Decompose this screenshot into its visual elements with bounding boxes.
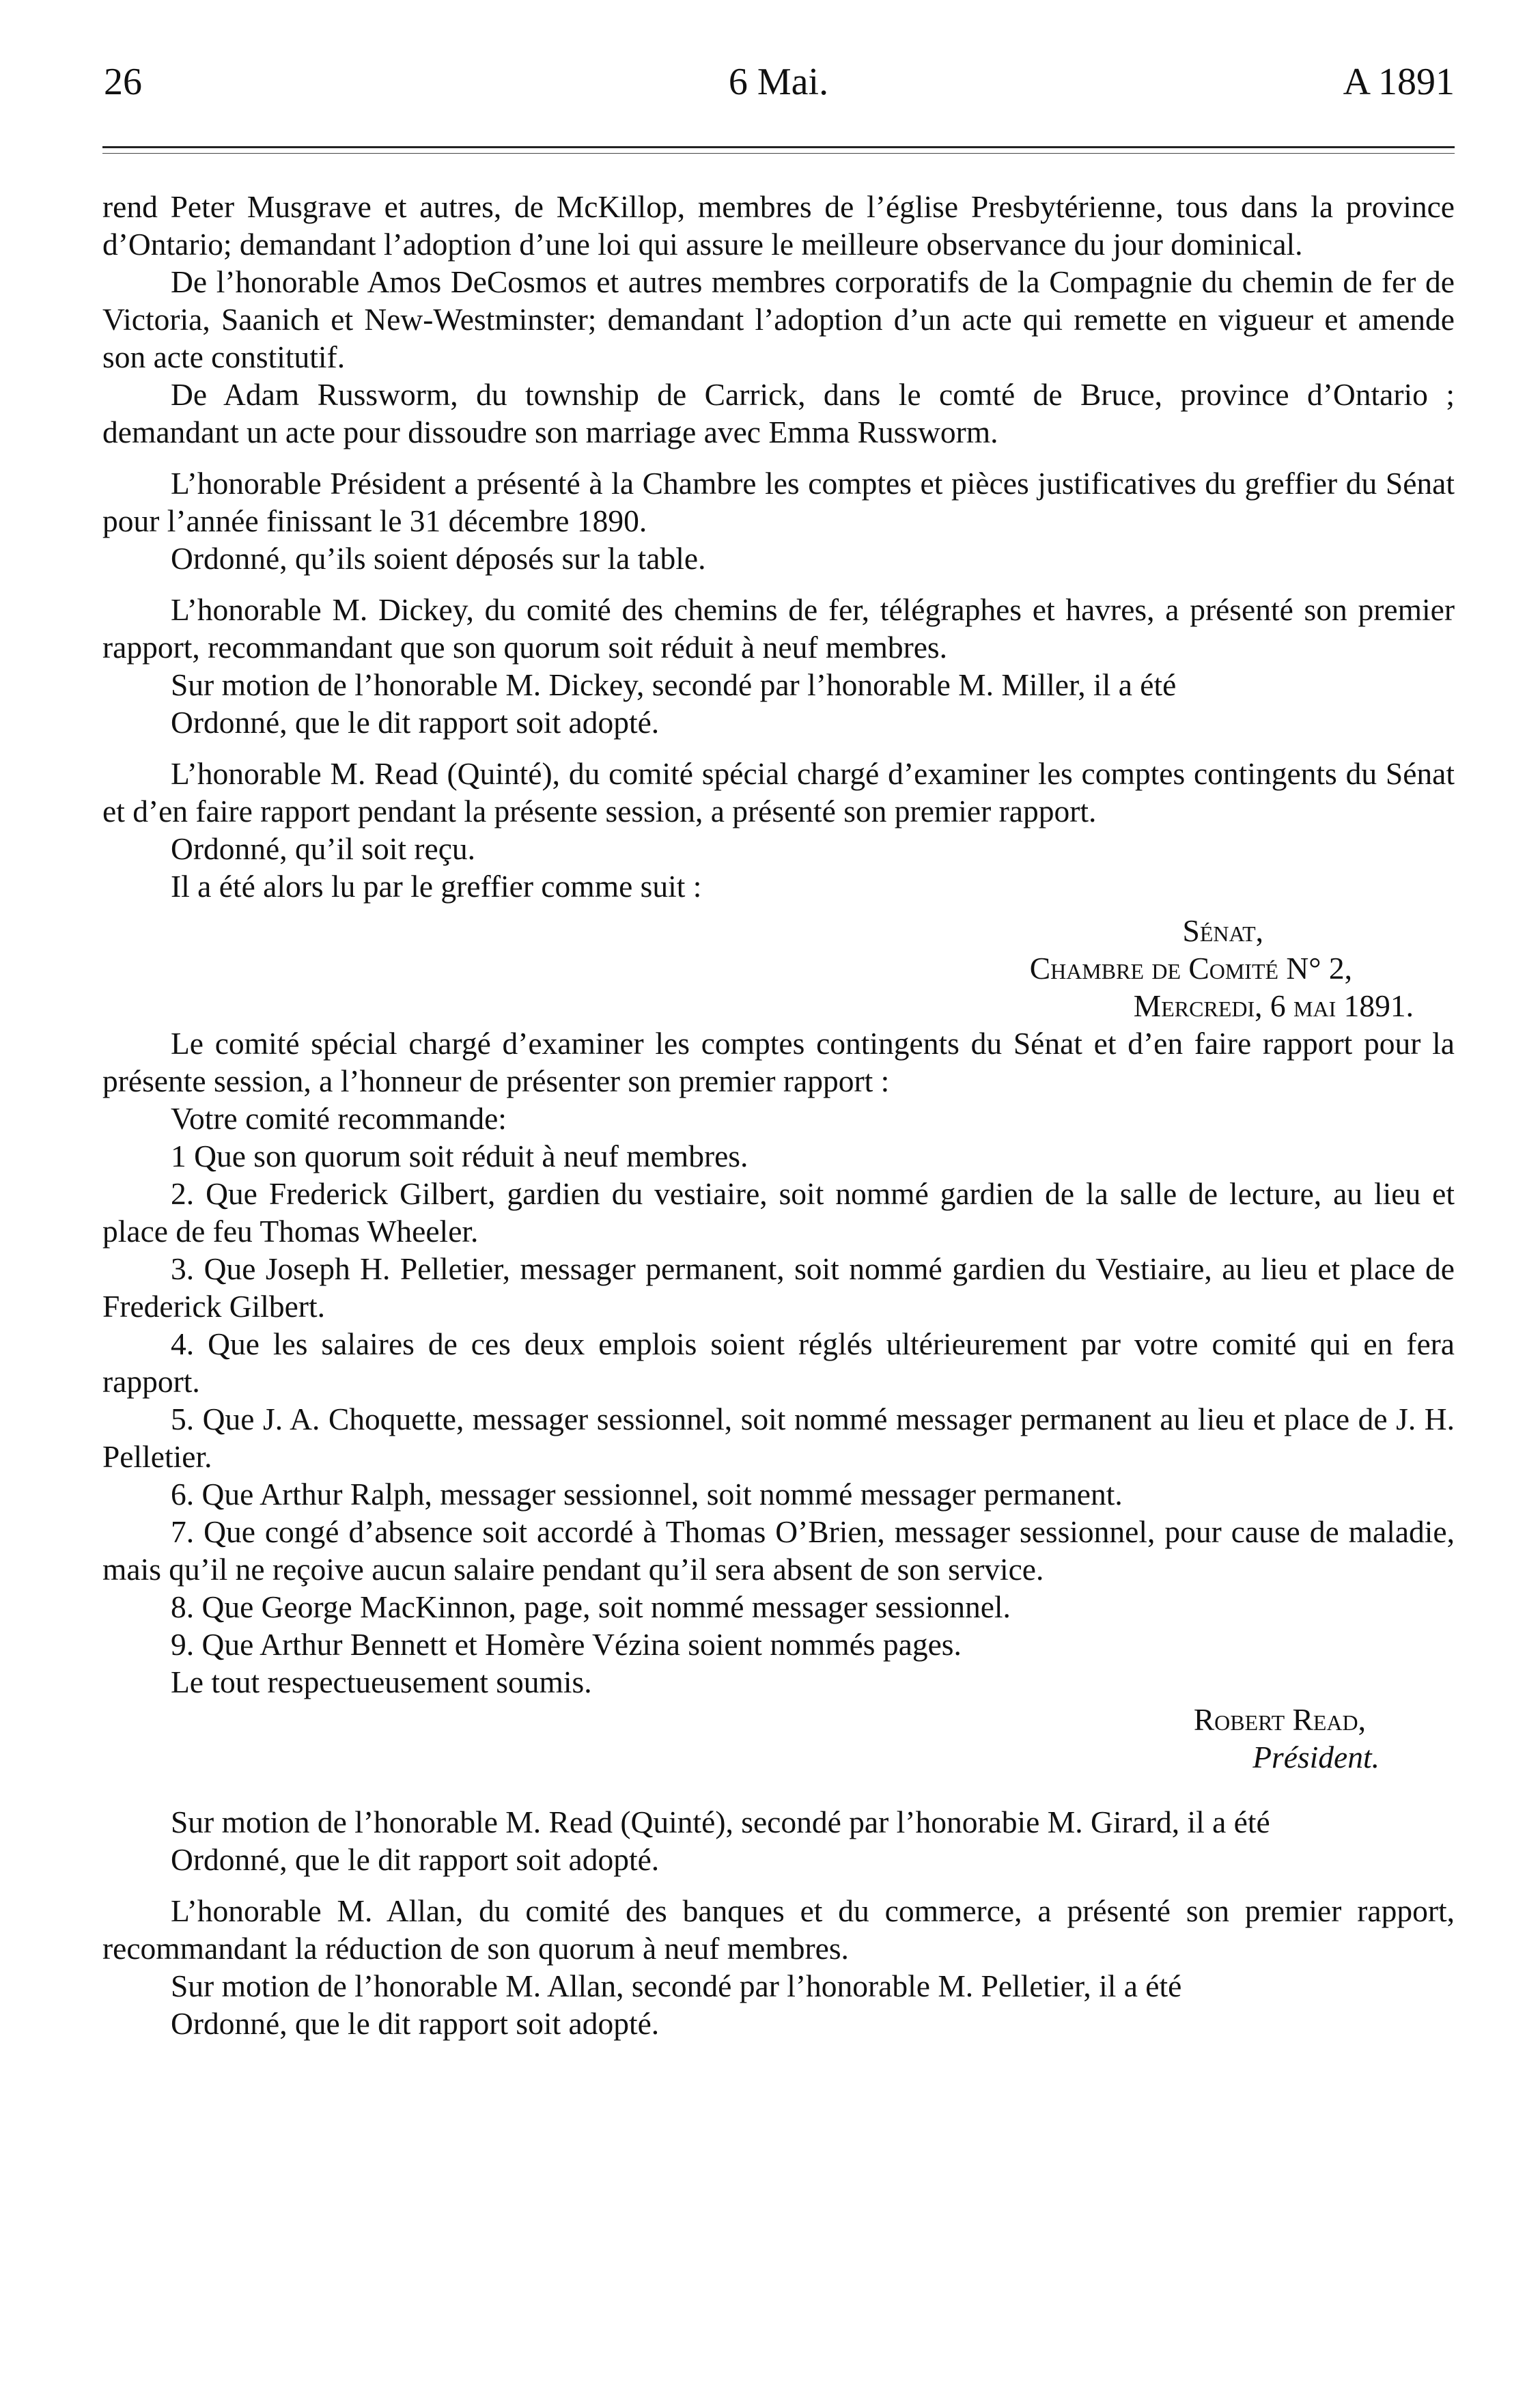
- signature-title: Président.: [1252, 1740, 1380, 1774]
- paragraph: Votre comité recommande:: [171, 1101, 507, 1136]
- list-item: 5. Que J. A. Choquette, messager sessionnel, soit nommé messager permanent au lieu et place de J. H. Pelletier.: [102, 1402, 1455, 1474]
- report-header-room: Chambre de Comité N° 2,: [1029, 951, 1352, 986]
- report-header-date: Mercredi, 6 mai 1891.: [1133, 988, 1414, 1023]
- paragraph: L’honorable Président a présenté à la Chambre les comptes et pièces justificatives du greffier du Sénat pour l’année finissant le 31 décembre 1890.: [102, 466, 1455, 538]
- header-rule: [102, 146, 1455, 148]
- paragraph: Il a été alors lu par le greffier comme suit :: [171, 869, 702, 904]
- list-item: 1 Que son quorum soit réduit à neuf membres.: [171, 1139, 748, 1173]
- paragraph: L’honorable M. Allan, du comité des banques et du commerce, a présenté son premier rapport, recommandant la réduction de son quorum à neuf membres.: [102, 1893, 1455, 1966]
- paragraph: Ordonné, que le dit rapport soit adopté.: [171, 1842, 660, 1877]
- paragraph: rend Peter Musgrave et autres, de McKillop, membres de l’église Presbytérienne, tous dans la province d’Ontario; demandant l’adoption d’une loi qui assure le meilleure observance du jour dominical.: [102, 189, 1455, 262]
- page-header: [102, 60, 1455, 115]
- list-item: 3. Que Joseph H. Pelletier, messager permanent, soit nommé gardien du Vestiaire, au lieu et place de Frederick Gilbert.: [102, 1251, 1455, 1324]
- report-header-senat: Sénat,: [1182, 913, 1263, 948]
- paragraph: L’honorable M. Read (Quinté), du comité spécial chargé d’examiner les comptes contingents du Sénat et d’en faire rapport pendant la présente session, a présenté son premier rapport.: [102, 756, 1455, 829]
- paragraph: Le tout respectueusement soumis.: [171, 1665, 592, 1699]
- paragraph: Ordonné, que le dit rapport soit adopté.: [171, 705, 660, 740]
- paragraph: De l’honorable Amos DeCosmos et autres membres corporatifs de la Compagnie du chemin de fer de Victoria, Saanich et New-Westminster; demandant l’adoption d’un acte qui remette en vigueur et amende son acte constitutif.: [102, 264, 1455, 374]
- list-item: 7. Que congé d’absence soit accordé à Thomas O’Brien, messager sessionnel, pour cause de maladie, mais qu’il ne reçoive aucun salaire pendant qu’il sera absent de son service.: [102, 1514, 1455, 1587]
- page-number: 26: [104, 61, 142, 103]
- recommendation-list: [102, 1137, 1455, 1663]
- paragraph: Le comité spécial chargé d’examiner les comptes contingents du Sénat et d’en faire rapport pour la présente session, a l’honneur de présenter son premier rapport :: [102, 1026, 1455, 1098]
- list-item: 9. Que Arthur Bennett et Homère Vézina soient nommés pages.: [171, 1627, 962, 1662]
- header-rule-thin: [102, 153, 1455, 154]
- paragraph: De Adam Russworm, du township de Carrick, dans le comté de Bruce, province d’Ontario ; demandant un acte pour dissoudre son marriage avec Emma Russworm.: [102, 377, 1455, 449]
- paragraph: Sur motion de l’honorable M. Read (Quinté), secondé par l’honorabie M. Girard, il a été: [171, 1805, 1270, 1839]
- paragraph: Ordonné, que le dit rapport soit adopté.: [171, 2006, 660, 2041]
- list-item: 8. Que George MacKinnon, page, soit nommé messager sessionnel.: [171, 1589, 1011, 1624]
- paragraph: Sur motion de l’honorable M. Allan, secondé par l’honorable M. Pelletier, il a été: [171, 1968, 1182, 2003]
- paragraph: L’honorable M. Dickey, du comité des chemins de fer, télégraphes et havres, a présenté son premier rapport, recommandant que son quorum soit réduit à neuf membres.: [102, 592, 1455, 665]
- page-year: A 1891: [1343, 61, 1455, 103]
- signature: [102, 1701, 1455, 1776]
- paragraph: Ordonné, qu’il soit reçu.: [171, 831, 476, 866]
- signature-name: Robert Read,: [1193, 1702, 1366, 1737]
- paragraph: Sur motion de l’honorable M. Dickey, secondé par l’honorable M. Miller, il a été: [171, 667, 1177, 702]
- list-item: 6. Que Arthur Ralph, messager sessionnel, soit nommé messager permanent.: [171, 1477, 1123, 1512]
- paragraph: Ordonné, qu’ils soient déposés sur la table.: [171, 541, 706, 576]
- report-header: [102, 912, 1455, 1025]
- list-item: 4. Que les salaires de ces deux emplois soient réglés ultérieurement par votre comité qui en fera rapport.: [102, 1326, 1455, 1399]
- page-body: [102, 188, 1455, 2042]
- list-item: 2. Que Frederick Gilbert, gardien du vestiaire, soit nommé gardien de la salle de lecture, au lieu et place de feu Thomas Wheeler.: [102, 1176, 1455, 1249]
- page-date: 6 Mai.: [728, 61, 829, 103]
